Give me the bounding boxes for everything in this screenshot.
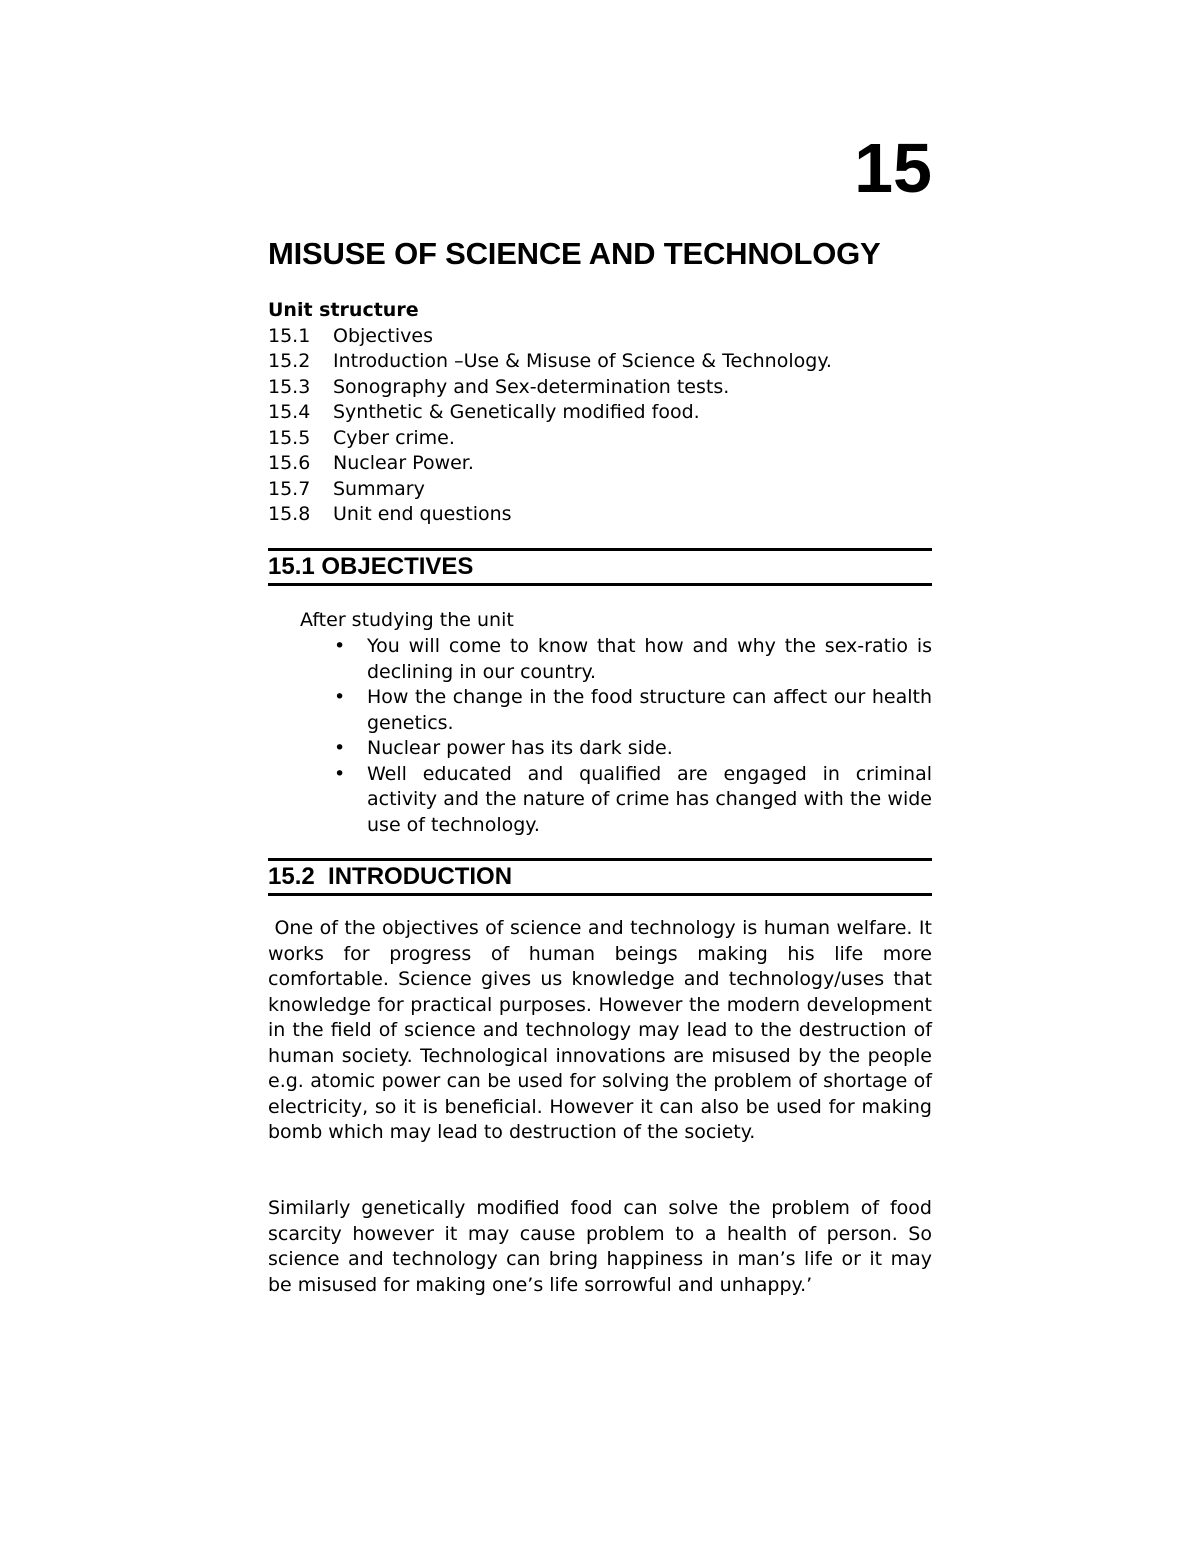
toc-item bbox=[268, 375, 932, 401]
list-item bbox=[300, 685, 932, 736]
unit-structure-heading: Unit structure bbox=[268, 299, 419, 321]
toc-number: 15.5 bbox=[268, 426, 311, 449]
toc-label: Synthetic & Genetically modified food. bbox=[333, 401, 700, 423]
toc-item bbox=[268, 324, 932, 350]
toc-number: 15.2 bbox=[268, 350, 311, 372]
toc-number: 15.1 bbox=[268, 324, 311, 347]
objectives-intro: After studying the unit bbox=[300, 609, 514, 631]
section-rule bbox=[268, 893, 932, 896]
bullet-text: Nuclear power has its dark side. bbox=[367, 737, 673, 759]
bullet-icon: • bbox=[334, 686, 346, 708]
chapter-number: 15 bbox=[854, 129, 932, 207]
introduction-title: 15.2 INTRODUCTION bbox=[268, 863, 513, 890]
toc-label: Nuclear Power. bbox=[333, 452, 474, 474]
toc-label: Sonography and Sex-determination tests. bbox=[333, 375, 730, 398]
toc-number: 15.7 bbox=[268, 477, 311, 500]
objectives-title: 15.1 OBJECTIVES bbox=[268, 553, 474, 580]
toc-number: 15.4 bbox=[268, 401, 311, 423]
list-item bbox=[300, 634, 932, 685]
list-item bbox=[300, 736, 932, 762]
toc-number: 15.3 bbox=[268, 375, 311, 398]
toc-label: Cyber crime. bbox=[333, 426, 455, 449]
document-page bbox=[268, 0, 939, 1553]
section-rule bbox=[268, 583, 932, 586]
toc-item bbox=[268, 502, 932, 528]
objectives-section-header bbox=[268, 548, 932, 586]
bullet-text: How the change in the food structure can affect our health genetics. bbox=[367, 686, 932, 734]
toc-label: Unit end questions bbox=[333, 503, 512, 525]
bullet-icon: • bbox=[334, 762, 346, 785]
chapter-title: MISUSE OF SCIENCE AND TECHNOLOGY bbox=[268, 236, 881, 271]
toc-item bbox=[268, 477, 932, 503]
toc-label: Summary bbox=[333, 477, 425, 500]
toc-item bbox=[268, 451, 932, 477]
toc-item bbox=[268, 426, 932, 452]
bullet-icon: • bbox=[334, 635, 346, 657]
toc-item bbox=[268, 400, 932, 426]
bullet-text: You will come to know that how and why the sex-ratio is declining in our country. bbox=[367, 635, 932, 683]
toc-number: 15.8 bbox=[268, 503, 311, 525]
introduction-section-header bbox=[268, 858, 932, 896]
toc-label: Introduction –Use & Misuse of Science & Technology. bbox=[333, 350, 832, 372]
introduction-paragraph: One of the objectives of science and technology is human welfare. It works for progress of human beings making his life more comfortable. Science gives us knowledge and technology/uses that knowledge for practical purposes. However the modern development in the field of science and technology may lead to the destruction of human society. Technological innovations are misused by the people e.g. atomic power can be used for solving the problem of shortage of electricity, so it is beneficial. However it can also be used for making bomb which may lead to destruction of the society. bbox=[268, 917, 939, 1143]
introduction-paragraph: Similarly genetically modified food can solve the problem of food scarcity however it may cause problem to a health of person. So science and technology can bring happiness in man’s life or it may be misused for making one’s life sorrowful and unhappy.’ bbox=[268, 1197, 932, 1296]
toc-item bbox=[268, 349, 932, 375]
toc-label: Objectives bbox=[333, 324, 433, 347]
bullet-text: Well educated and qualified are engaged in criminal activity and the nature of crime has changed with the wide use of technology. bbox=[367, 762, 932, 836]
bullet-icon: • bbox=[334, 737, 346, 759]
unit-structure bbox=[268, 298, 932, 528]
objectives-list bbox=[300, 634, 932, 838]
toc-number: 15.6 bbox=[268, 452, 311, 474]
list-item bbox=[300, 762, 932, 839]
